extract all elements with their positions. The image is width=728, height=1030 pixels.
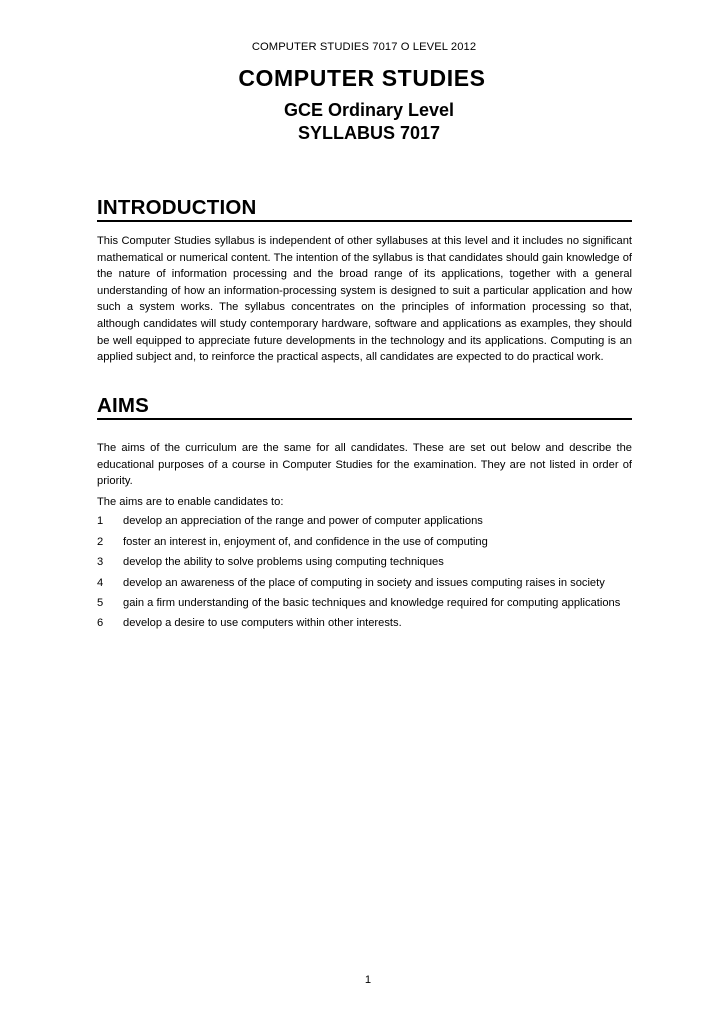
list-item [97, 575, 632, 592]
list-item-text: develop a desire to use computers within other interests. [123, 617, 402, 630]
introduction-heading: INTRODUCTION [97, 196, 632, 222]
aims-paragraph: The aims of the curriculum are the same for all candidates. These are set out below and describe the educational purposes of a course in Computer Studies for the examination. They are not listed in order of priority. [97, 442, 632, 488]
list-item-number: 3 [97, 556, 104, 569]
list-item-text: gain a firm understanding of the basic techniques and knowledge required for computing applications [123, 596, 621, 609]
document-level: GCE Ordinary Level [283, 100, 455, 120]
list-item-text: foster an interest in, enjoyment of, and confidence in the use of computing [123, 535, 488, 548]
list-item-number: 1 [97, 515, 104, 528]
list-item-text: develop an awareness of the place of computing in society and issues computing raises in society [123, 576, 605, 589]
list-item [97, 595, 632, 612]
list-item [97, 615, 632, 632]
running-header: COMPUTER STUDIES 7017 O LEVEL 2012 [251, 41, 477, 53]
list-item-number: 6 [97, 617, 104, 630]
list-item [97, 554, 632, 571]
list-item [97, 534, 632, 551]
list-item-number: 4 [97, 576, 104, 589]
title-block [0, 64, 728, 144]
introduction-paragraph: This Computer Studies syllabus is independent of other syllabuses at this level and it includes no significant mathematical or numerical content. The intention of the syllabus is that candidates should gain knowledge of the nature of information processing and the broad range of its applications, together with a general understanding of how an information-processing system is designed to suit a particular application and how such a system works. The syllabus concentrates on the principles of information processing so that, although candidates will study contemporary hardware, software and applications as examples, they should be well equipped to appreciate future developments in the technology and its applications. Computing is an applied subject and, to reinforce the practical aspects, all candidates are expected to do practical work. [97, 235, 632, 364]
aims-section [97, 394, 632, 636]
aims-list [97, 513, 632, 632]
list-item-number: 5 [97, 596, 104, 609]
document-title: COMPUTER STUDIES [238, 65, 486, 91]
list-item-text: develop the ability to solve problems using computing techniques [123, 556, 444, 569]
list-item [97, 513, 632, 530]
page-number: 1 [364, 974, 372, 986]
introduction-section [97, 196, 632, 366]
aims-lead: The aims are to enable candidates to: [97, 495, 284, 508]
document-syllabus: SYLLABUS 7017 [297, 123, 441, 143]
aims-heading: AIMS [97, 394, 632, 420]
list-item-number: 2 [97, 535, 104, 548]
list-item-text: develop an appreciation of the range and power of computer applications [123, 515, 483, 528]
